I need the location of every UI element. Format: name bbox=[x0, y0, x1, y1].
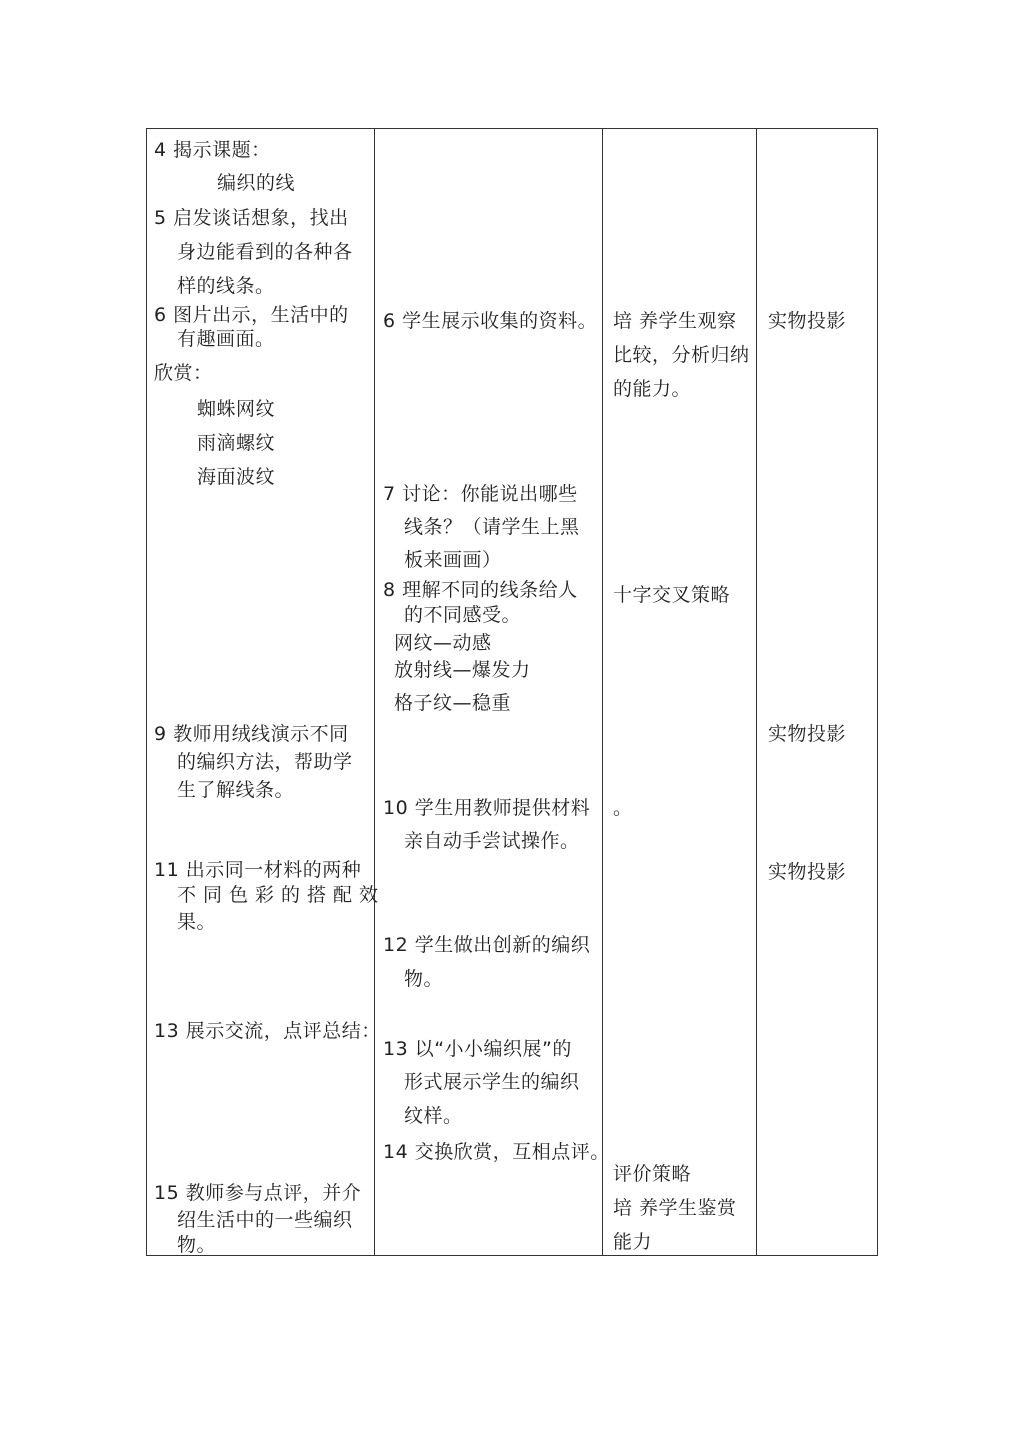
student-step-14: 14 交换欣赏，互相点评。 bbox=[383, 1141, 610, 1163]
design-intent-appreciation-line2: 能力 bbox=[613, 1231, 653, 1253]
teacher-step-6: 6 图片出示，生活中的 bbox=[154, 304, 349, 326]
column-divider-1 bbox=[374, 129, 375, 1255]
teacher-step-5-line2: 身边能看到的各种各 bbox=[177, 241, 353, 263]
student-step-12-line2: 物。 bbox=[404, 968, 444, 990]
teacher-step-5: 5 启发谈话想象，找出 bbox=[154, 207, 349, 229]
design-intent: 培 养学生观察 bbox=[613, 310, 737, 332]
line-feeling: 网纹—动感 bbox=[394, 632, 492, 654]
teacher-step-15: 15 教师参与点评，并介 bbox=[154, 1182, 362, 1204]
student-step-10: 10 学生用教师提供材料 bbox=[383, 797, 591, 819]
teacher-step-9-line3: 生了解线条。 bbox=[177, 779, 295, 801]
teacher-step-9-line2: 的编织方法，帮助学 bbox=[177, 751, 353, 773]
appreciation-item: 蜘蛛网纹 bbox=[197, 398, 276, 420]
design-intent-mark: 。 bbox=[613, 797, 633, 819]
teacher-step-15-line2: 绍生活中的一些编织 bbox=[177, 1209, 353, 1231]
teacher-step-11: 11 出示同一材料的两种 bbox=[154, 859, 362, 881]
design-intent-line2: 比较，分析归纳 bbox=[613, 344, 750, 366]
teacher-step-5-line3: 样的线条。 bbox=[177, 275, 275, 297]
student-step-7: 7 讨论：你能说出哪些 bbox=[383, 483, 578, 505]
teacher-step-13: 13 展示交流，点评总结： bbox=[154, 1020, 381, 1042]
teacher-step-9: 9 教师用绒线演示不同 bbox=[154, 723, 349, 745]
teacher-step-11-line2: 不同色彩的搭配效 bbox=[177, 884, 386, 906]
evaluation-strategy: 评价策略 bbox=[613, 1163, 692, 1185]
line-feeling: 放射线—爆发力 bbox=[394, 659, 531, 681]
design-intent-appreciation: 培 养学生鉴赏 bbox=[613, 1197, 737, 1219]
student-step-7-line2: 线条？（请学生上黑 bbox=[404, 516, 580, 538]
appreciation-item: 海面波纹 bbox=[197, 466, 276, 488]
teacher-step-6-line2: 有趣画面。 bbox=[177, 328, 275, 350]
student-step-8-line2: 的不同感受。 bbox=[404, 604, 522, 626]
student-step-13-line2: 形式展示学生的编织 bbox=[404, 1071, 580, 1093]
line-feeling: 格子纹—稳重 bbox=[394, 692, 512, 714]
student-step-10-line2: 亲自动手尝试操作。 bbox=[404, 830, 580, 852]
design-intent-line3: 的能力。 bbox=[613, 378, 692, 400]
student-step-6: 6 学生展示收集的资料。 bbox=[383, 310, 598, 332]
media-item: 实物投影 bbox=[768, 310, 847, 332]
media-item: 实物投影 bbox=[768, 723, 847, 745]
column-divider-3 bbox=[756, 129, 757, 1255]
student-step-12: 12 学生做出创新的编织 bbox=[383, 934, 591, 956]
lesson-topic: 编织的线 bbox=[217, 172, 296, 194]
student-step-8: 8 理解不同的线条给人 bbox=[383, 579, 578, 601]
student-step-13: 13 以“小小编织展”的 bbox=[383, 1038, 572, 1060]
teacher-step-11-line3: 果。 bbox=[177, 911, 217, 933]
teacher-step-4: 4 揭示课题： bbox=[154, 139, 271, 161]
student-step-7-line3: 板来画画） bbox=[404, 549, 502, 571]
appreciation-label: 欣赏： bbox=[154, 362, 213, 384]
media-item: 实物投影 bbox=[768, 861, 847, 883]
strategy-label: 十字交叉策略 bbox=[613, 584, 731, 606]
teacher-step-15-line3: 物。 bbox=[177, 1234, 217, 1256]
column-divider-2 bbox=[602, 129, 603, 1255]
appreciation-item: 雨滴螺纹 bbox=[197, 432, 276, 454]
student-step-13-line3: 纹样。 bbox=[404, 1105, 463, 1127]
